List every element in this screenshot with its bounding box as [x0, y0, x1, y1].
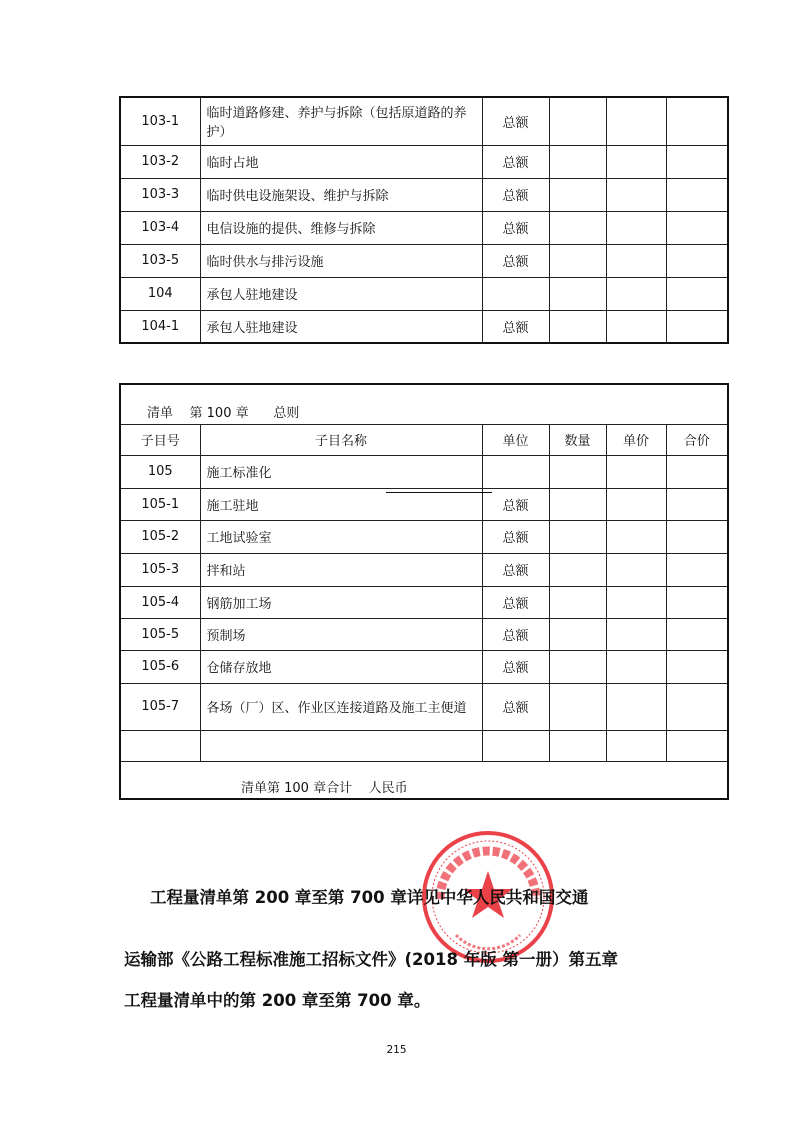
item-price — [606, 97, 666, 145]
item-unit: 总额 — [482, 244, 549, 277]
paragraph-line-3: 工程量清单中的第 200 章至第 700 章。 — [124, 991, 431, 1010]
table-row — [120, 277, 728, 310]
table-total-row — [120, 761, 728, 799]
table-row — [120, 178, 728, 211]
table-row — [120, 97, 728, 145]
item-code: 103-4 — [120, 211, 200, 244]
item-name: 施工标准化 — [200, 455, 482, 488]
header-qty: 数量 — [549, 424, 606, 455]
item-name: 临时道路修建、养护与拆除（包括原道路的养护） — [200, 97, 482, 145]
item-unit: 总额 — [482, 211, 549, 244]
item-name: 预制场 — [200, 618, 482, 650]
item-code: 103-3 — [120, 178, 200, 211]
header-unit: 单位 — [482, 424, 549, 455]
table-row — [120, 455, 728, 488]
table-row — [120, 145, 728, 178]
table-title: 清单 第 100 章 总则 — [120, 384, 728, 424]
item-code: 104-1 — [120, 310, 200, 343]
paragraph-line-2: 运输部《公路工程标准施工招标文件》(2018 年版 第一册）第五章 — [124, 950, 618, 969]
item-unit — [482, 455, 549, 488]
item-code: 105-7 — [120, 683, 200, 730]
item-name: 拌和站 — [200, 553, 482, 586]
item-name: 电信设施的提供、维修与拆除 — [200, 211, 482, 244]
item-code: 105-4 — [120, 586, 200, 618]
divider-line — [386, 492, 492, 493]
table-row — [120, 244, 728, 277]
item-code: 103-5 — [120, 244, 200, 277]
item-unit: 总额 — [482, 178, 549, 211]
item-unit: 总额 — [482, 553, 549, 586]
item-code: 105 — [120, 455, 200, 488]
item-code: 105-1 — [120, 488, 200, 520]
item-name: 承包人驻地建设 — [200, 277, 482, 310]
item-unit: 总额 — [482, 683, 549, 730]
item-unit: 总额 — [482, 97, 549, 145]
table-row — [120, 553, 728, 586]
item-unit: 总额 — [482, 310, 549, 343]
item-name: 临时供水与排污设施 — [200, 244, 482, 277]
item-unit: 总额 — [482, 618, 549, 650]
header-total: 合价 — [666, 424, 728, 455]
item-code: 103-1 — [120, 97, 200, 145]
chapter-total-label: 清单第 100 章合计 人民币 — [120, 761, 728, 799]
table-row — [120, 310, 728, 343]
item-name: 仓储存放地 — [200, 650, 482, 683]
page-number: 215 — [386, 1044, 407, 1056]
bill-table-chapter-100 — [119, 383, 729, 800]
item-qty — [549, 97, 606, 145]
item-name: 工地试验室 — [200, 520, 482, 553]
table-header-row — [120, 424, 728, 455]
item-unit — [482, 277, 549, 310]
item-unit: 总额 — [482, 145, 549, 178]
header-price: 单价 — [606, 424, 666, 455]
item-name: 承包人驻地建设 — [200, 310, 482, 343]
item-code: 105-3 — [120, 553, 200, 586]
item-total — [666, 97, 728, 145]
item-code: 105-6 — [120, 650, 200, 683]
table-row-empty — [120, 730, 728, 761]
table-title-row — [120, 384, 728, 424]
bill-table-top — [119, 96, 729, 344]
header-name: 子目名称 — [200, 424, 482, 455]
table-row — [120, 650, 728, 683]
header-code: 子目号 — [120, 424, 200, 455]
table-row — [120, 586, 728, 618]
item-code: 105-2 — [120, 520, 200, 553]
item-code: 104 — [120, 277, 200, 310]
item-unit: 总额 — [482, 520, 549, 553]
item-unit: 总额 — [482, 586, 549, 618]
item-code: 105-5 — [120, 618, 200, 650]
table-row — [120, 683, 728, 730]
paragraph-line-1: 工程量清单第 200 章至第 700 章详见中华人民共和国交通 — [150, 888, 589, 907]
item-name: 施工驻地 — [200, 488, 482, 520]
item-unit: 总额 — [482, 488, 549, 520]
item-name: 各场（厂）区、作业区连接道路及施工主便道 — [200, 683, 482, 730]
item-name: 临时占地 — [200, 145, 482, 178]
table-row — [120, 211, 728, 244]
item-name: 临时供电设施架设、维护与拆除 — [200, 178, 482, 211]
table-row — [120, 618, 728, 650]
item-code: 103-2 — [120, 145, 200, 178]
item-unit: 总额 — [482, 650, 549, 683]
table-row — [120, 520, 728, 553]
item-name: 钢筋加工场 — [200, 586, 482, 618]
